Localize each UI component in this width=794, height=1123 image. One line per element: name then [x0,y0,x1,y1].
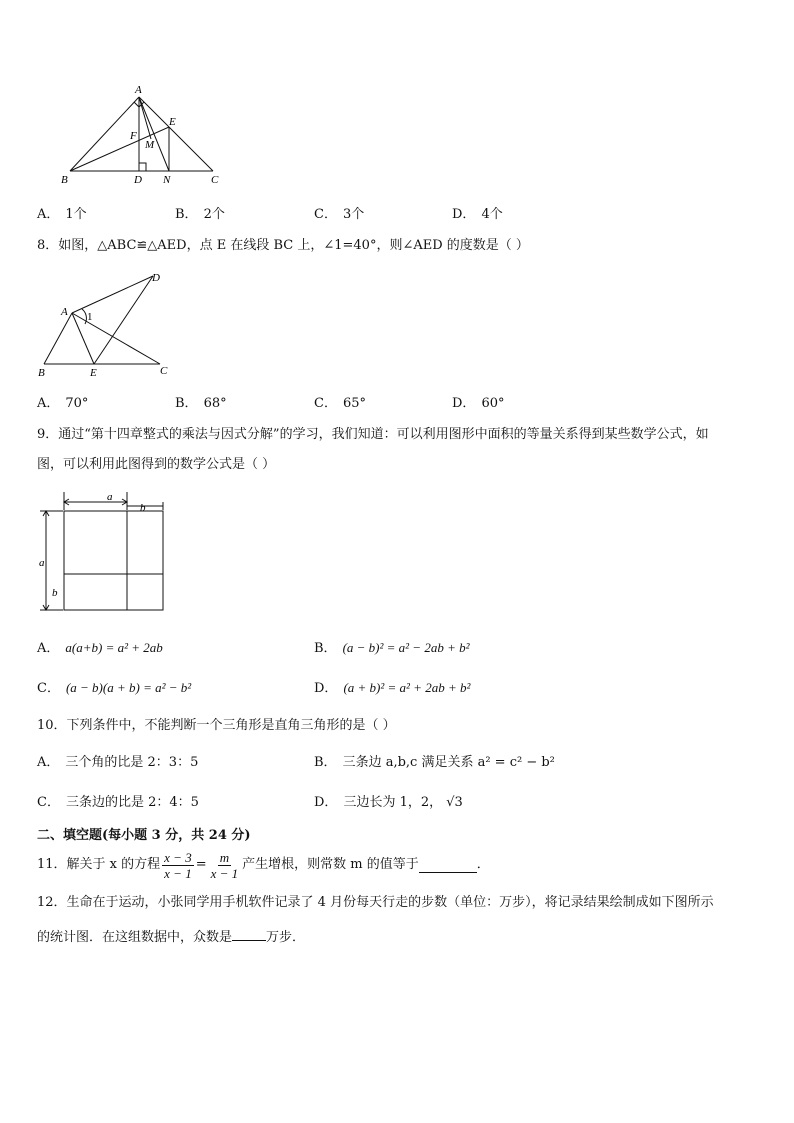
q8-stem [37,236,529,256]
q7-label-E: E [169,116,176,128]
q8-angle-label: 1 [87,311,93,323]
fraction-numerator: m [219,849,230,865]
option-text: (a − b)² = a² − 2ab + b² [342,640,470,655]
option-key: B． [175,396,198,411]
question-text: ． [476,857,490,872]
q9-figure [36,488,171,614]
section-heading-fill-in: 二、填空题(每小题 3 分，共 24 分) [37,828,251,843]
option-key: B． [314,641,337,656]
question-text: 下列条件中，不能判断一个三角形是直角三角形的是（ ） [66,718,396,733]
q11-stem [37,846,490,884]
q12-stem-line2 [37,926,305,948]
q7-option-d[interactable] [452,205,503,225]
q9-stem-line2 [37,455,275,475]
q10-option-d[interactable] [314,793,463,813]
answer-blank[interactable] [419,858,477,873]
q8-label-B: B [38,367,45,379]
option-key: D． [314,795,338,810]
question-text: 万步． [266,930,306,945]
q7-label-C: C [211,174,219,186]
q8-option-d[interactable] [452,394,504,414]
option-text: 三边长为 1，2， √3 [343,795,463,810]
q9-label-b-side: b [52,587,58,599]
question-number: 12． [37,895,67,910]
q8-label-C: C [160,365,168,377]
question-number: 8． [37,238,59,253]
q8-figure [32,266,177,380]
question-text: 产生增根，则常数 m 的值等于 [242,857,419,872]
option-key: A． [37,641,60,656]
q9-option-b[interactable] [314,638,470,659]
option-text: 三个角的比是 2：3：5 [65,755,199,770]
q7-label-N: N [163,174,171,186]
q9-stem-line1 [37,425,709,445]
question-number: 9． [37,427,59,442]
q9-label-b-top: b [140,502,146,514]
answer-blank[interactable] [232,926,266,941]
q12-stem-line1 [37,893,714,913]
question-text: 如图，△ABC≌△AED，点 E 在线段 BC 上，∠1=40°，则∠AED 的度数是（ ） [58,238,529,253]
q10-stem [37,716,396,736]
option-key: D． [314,681,338,696]
q8-option-c[interactable] [314,394,366,414]
q7-label-B: B [61,174,68,186]
option-key: A． [37,755,60,770]
option-key: B． [314,755,337,770]
equals-sign: = [195,857,207,872]
q7-option-b[interactable] [175,205,225,225]
q8-option-b[interactable] [175,394,227,414]
q7-label-F: F [130,130,137,142]
q7-figure [55,82,230,190]
fraction-numerator: x − 3 [164,849,192,865]
q7-option-c[interactable] [314,205,364,225]
q9-option-a[interactable] [37,638,163,659]
q9-option-d[interactable] [314,678,470,699]
question-text: 图，可以利用此图得到的数学公式是（ ） [37,457,276,472]
option-key: C． [37,681,60,696]
question-text: 通过“第十四章整式的乘法与因式分解”的学习，我们知道：可以利用图形中面积的等量关系得到某些数学公式，如 [58,427,709,442]
q7-option-a[interactable] [37,205,87,225]
option-key: C． [314,207,337,222]
q8-option-a[interactable] [37,394,88,414]
option-key: C． [314,396,337,411]
q9-option-c[interactable] [37,678,191,699]
fraction-1 [162,850,194,881]
option-text: 2个 [203,207,225,222]
q9-label-a-side: a [39,557,45,569]
q7-label-M: M [145,139,155,151]
option-text: 70° [65,396,89,411]
option-key: D． [452,207,476,222]
q8-label-E: E [90,367,97,379]
q8-label-A: A [61,306,68,318]
option-text: 三条边的比是 2：4：5 [65,795,199,810]
q7-label-A: A [135,84,142,96]
q7-label-D: D [134,174,142,186]
q10-option-c[interactable] [37,793,199,813]
fraction-denominator: x − 1 [210,865,239,881]
question-text: 生命在于运动，小张同学用手机软件记录了 4 月份每天行走的步数（单位：万步），将记录结果绘制成如下图所示 [66,895,714,910]
q10-option-b[interactable] [314,753,555,773]
q9-label-a-top: a [107,491,113,503]
option-text: a(a+b) = a² + 2ab [65,640,163,655]
fraction-denominator: x − 1 [164,865,192,881]
option-text: 65° [342,396,366,411]
q10-option-a[interactable] [37,753,198,773]
option-text: 三条边 a,b,c 满足关系 a² = c² − b² [342,755,555,770]
q8-label-D: D [152,272,160,284]
option-text: (a − b)(a + b) = a² − b² [65,680,192,695]
option-text: 4个 [481,207,503,222]
option-key: A． [37,207,60,222]
option-text: 60° [481,396,505,411]
question-text: 解关于 x 的方程 [66,857,161,872]
option-text: 1个 [65,207,87,222]
question-text: 的统计图．在这组数据中，众数是 [37,930,233,945]
option-text: 3个 [342,207,365,222]
question-number: 10． [37,718,67,733]
option-text: (a + b)² = a² + 2ab + b² [343,680,471,695]
option-key: B． [175,207,198,222]
question-number: 11． [37,857,67,872]
option-text: 68° [203,396,227,411]
option-key: A． [37,396,60,411]
option-key: D． [452,396,476,411]
option-key: C． [37,795,60,810]
fraction-2 [209,850,241,881]
